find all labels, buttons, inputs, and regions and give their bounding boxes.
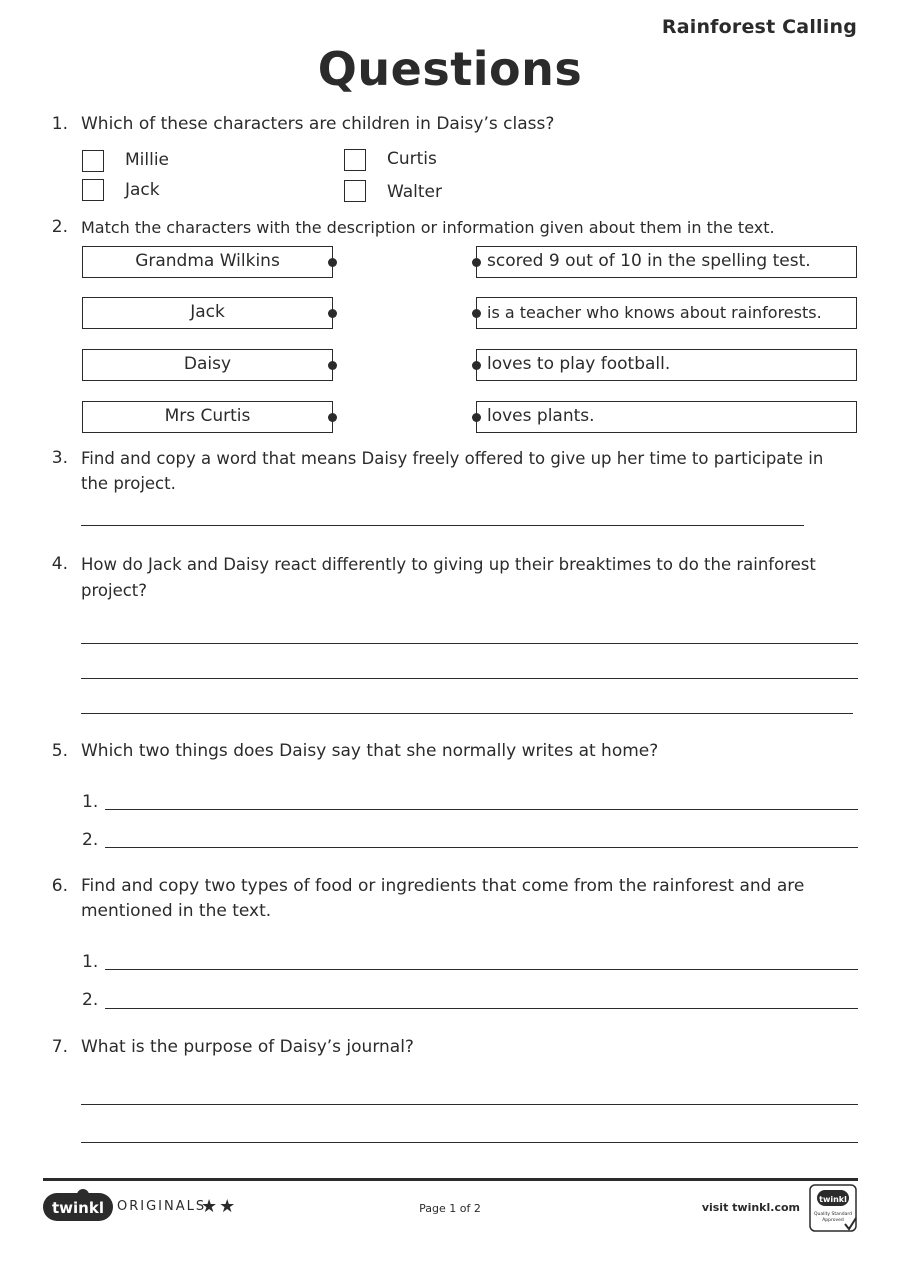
twinkl-logo-text: twinkl xyxy=(52,1199,104,1217)
checkbox-curtis[interactable] xyxy=(344,149,366,171)
question-1-text: Which of these characters are children in Daisy’s class? xyxy=(81,114,555,134)
match-left-jack: Jack xyxy=(82,297,333,329)
visit-link[interactable]: visit twinkl.com xyxy=(701,1201,800,1214)
badge-text-line-2: Approved xyxy=(822,1218,844,1223)
question-3-number: 3. xyxy=(51,448,68,468)
match-dot-right-1[interactable] xyxy=(472,258,481,267)
match-right-football: loves to play football. xyxy=(476,349,857,381)
answer-number-q5-1: 1. xyxy=(82,792,99,812)
answer-line-q4-2[interactable] xyxy=(81,678,858,679)
option-label-jack: Jack xyxy=(125,180,160,200)
match-left-mrs-curtis: Mrs Curtis xyxy=(82,401,333,433)
question-6-text-line-1: Find and copy two types of food or ingredients that come from the rainforest and are xyxy=(81,876,805,896)
question-3-text-line-2: the project. xyxy=(81,474,176,493)
page-title: Questions xyxy=(317,42,583,96)
match-dot-right-2[interactable] xyxy=(472,309,481,318)
match-left-grandma-wilkins: Grandma Wilkins xyxy=(82,246,333,278)
match-dot-left-1[interactable] xyxy=(328,258,337,267)
star-icons: ★★ xyxy=(201,1196,238,1217)
answer-number-q6-2: 2. xyxy=(82,990,99,1010)
quality-standard-badge-icon xyxy=(809,1184,857,1232)
page-number: Page 1 of 2 xyxy=(419,1202,481,1215)
match-dot-left-4[interactable] xyxy=(328,413,337,422)
series-title: Rainforest Calling xyxy=(661,16,857,38)
answer-line-q7-2[interactable] xyxy=(81,1142,858,1143)
answer-line-q4-3[interactable] xyxy=(81,713,853,714)
answer-line-q7-1[interactable] xyxy=(81,1104,858,1105)
answer-number-q5-2: 2. xyxy=(82,830,99,850)
match-left-daisy: Daisy xyxy=(82,349,333,381)
badge-logo-text: twinkl xyxy=(819,1195,847,1204)
checkbox-walter[interactable] xyxy=(344,180,366,202)
question-3-text-line-1: Find and copy a word that means Daisy freely offered to give up her time to participate in xyxy=(81,449,824,468)
option-label-walter: Walter xyxy=(387,182,442,202)
answer-line-q3[interactable] xyxy=(81,525,804,526)
answer-line-q4-1[interactable] xyxy=(81,643,858,644)
badge-text-line-1: Quality Standard xyxy=(814,1212,852,1217)
match-right-spelling: scored 9 out of 10 in the spelling test. xyxy=(476,246,857,278)
answer-line-q6-2[interactable] xyxy=(105,1008,858,1009)
option-label-millie: Millie xyxy=(125,150,170,170)
match-right-teacher: is a teacher who knows about rainforests. xyxy=(476,297,857,329)
answer-line-q5-2[interactable] xyxy=(105,847,858,848)
question-5-text: Which two things does Daisy say that she normally writes at home? xyxy=(81,741,659,761)
question-2-number: 2. xyxy=(51,217,68,237)
question-6-text-line-2: mentioned in the text. xyxy=(81,901,272,921)
footer-divider xyxy=(43,1178,858,1181)
checkbox-jack[interactable] xyxy=(82,179,104,201)
answer-number-q6-1: 1. xyxy=(82,952,99,972)
question-1-number: 1. xyxy=(51,114,68,134)
checkbox-millie[interactable] xyxy=(82,150,104,172)
answer-line-q6-1[interactable] xyxy=(105,969,858,970)
question-4-text-line-1: How do Jack and Daisy react differently to giving up their breaktimes to do the rainforest xyxy=(81,555,816,574)
question-7-text: What is the purpose of Daisy’s journal? xyxy=(81,1037,414,1057)
question-5-number: 5. xyxy=(51,741,68,761)
originals-label: ORIGINALS xyxy=(117,1199,207,1214)
match-dot-right-4[interactable] xyxy=(472,413,481,422)
match-dot-right-3[interactable] xyxy=(472,361,481,370)
match-right-plants: loves plants. xyxy=(476,401,857,433)
match-dot-left-3[interactable] xyxy=(328,361,337,370)
question-6-number: 6. xyxy=(51,876,68,896)
match-dot-left-2[interactable] xyxy=(328,309,337,318)
question-7-number: 7. xyxy=(51,1037,68,1057)
question-4-number: 4. xyxy=(51,554,68,574)
answer-line-q5-1[interactable] xyxy=(105,809,858,810)
question-4-text-line-2: project? xyxy=(81,581,148,600)
option-label-curtis: Curtis xyxy=(387,149,437,169)
question-2-text: Match the characters with the description or information given about them in the text. xyxy=(81,218,775,237)
